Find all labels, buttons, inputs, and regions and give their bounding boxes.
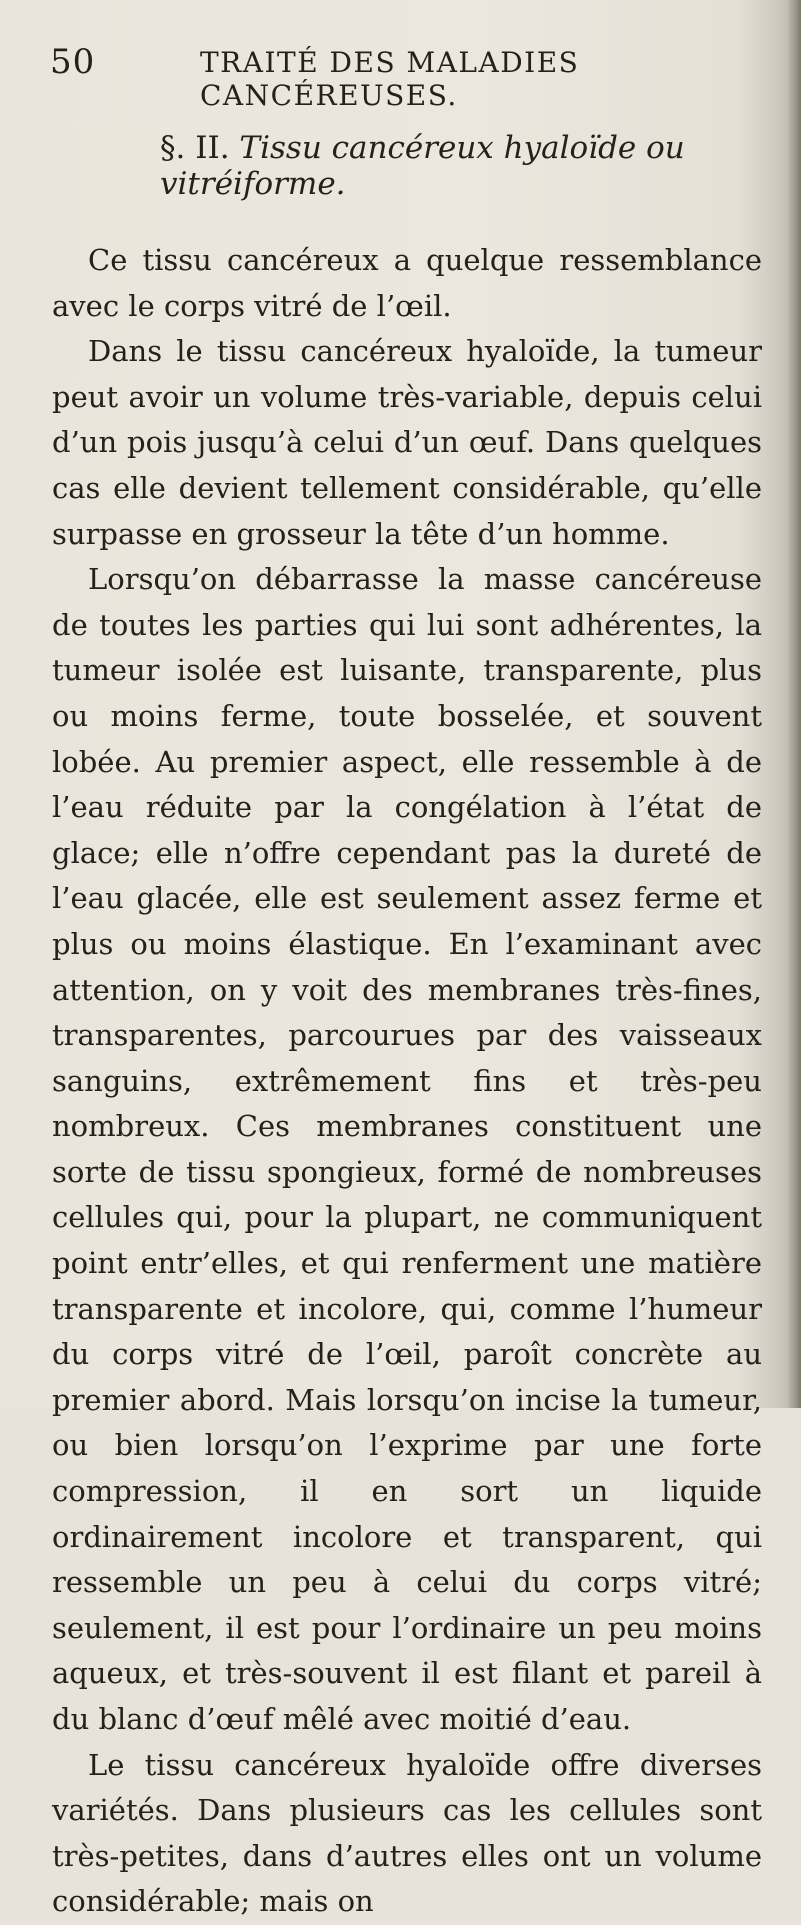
paragraph-2: Dans le tissu cancéreux hyaloïde, la tumeur peut avoir un volume très-variable, depuis celui d’un pois jusqu’à celui d’un œuf. Dans quelques cas elle devient tellement considérable, qu’elle surpasse en grosseur la tête d’un homme. [52, 334, 762, 551]
page-number: 50 [50, 42, 96, 82]
running-title: TRAITÉ DES MALADIES CANCÉREUSES. [200, 46, 580, 112]
body-text [52, 238, 762, 1925]
paragraph-1: Ce tissu cancéreux a quelque ressemblance avec le corps vitré de l’œil. [52, 243, 762, 323]
section-title: Tissu cancéreux hyaloïde ou vitréiforme. [160, 130, 685, 202]
page-edge-shadow [787, 0, 801, 1408]
paragraph-4: Le tissu cancéreux hyaloïde offre diverses variétés. Dans plusieurs cas les cellules sont très-petites, dans d’autres elles ont un volume considérable; mais on [52, 1747, 762, 1919]
section-number: §. II. [160, 130, 230, 166]
section-heading [160, 130, 720, 202]
page-header [50, 42, 710, 112]
paragraph-3: Lorsqu’on débarrasse la masse cancéreuse de toutes les parties qui lui sont adhérentes, la tumeur isolée est luisante, transparente, plus ou moins ferme, toute bosselée, et souvent lobée. Au premier aspect, elle ressemble à de l’eau réduite par la congélation à l’état de glace; elle n’offre cependant pas la dureté de l’eau glacée, elle est seulement assez ferme et plus ou moins élastique. En l’examinant avec attention, on y voit des membranes très-fines, transparentes, parcourues par des vaisseaux sanguins, extrêmement fins et très-peu nombreux. Ces membranes constituent une sorte de tissu spongieux, formé de nombreuses cellules qui, pour la plupart, ne communiquent point entr’elles, et qui renferment une matière transparente et incolore, qui, comme l’humeur du corps vitré de l’œil, paroît concrète au premier abord. Mais lorsqu’on incise la tumeur, ou bien lorsqu’on l’exprime par une forte compression, il en sort un liquide ordinairement incolore et transparent, qui ressemble un peu à celui du corps vitré; seulement, il est pour l’ordinaire un peu moins aqueux, et très-souvent il est filant et pareil à du blanc d’œuf mêlé avec moitié d’eau. [52, 562, 762, 1736]
